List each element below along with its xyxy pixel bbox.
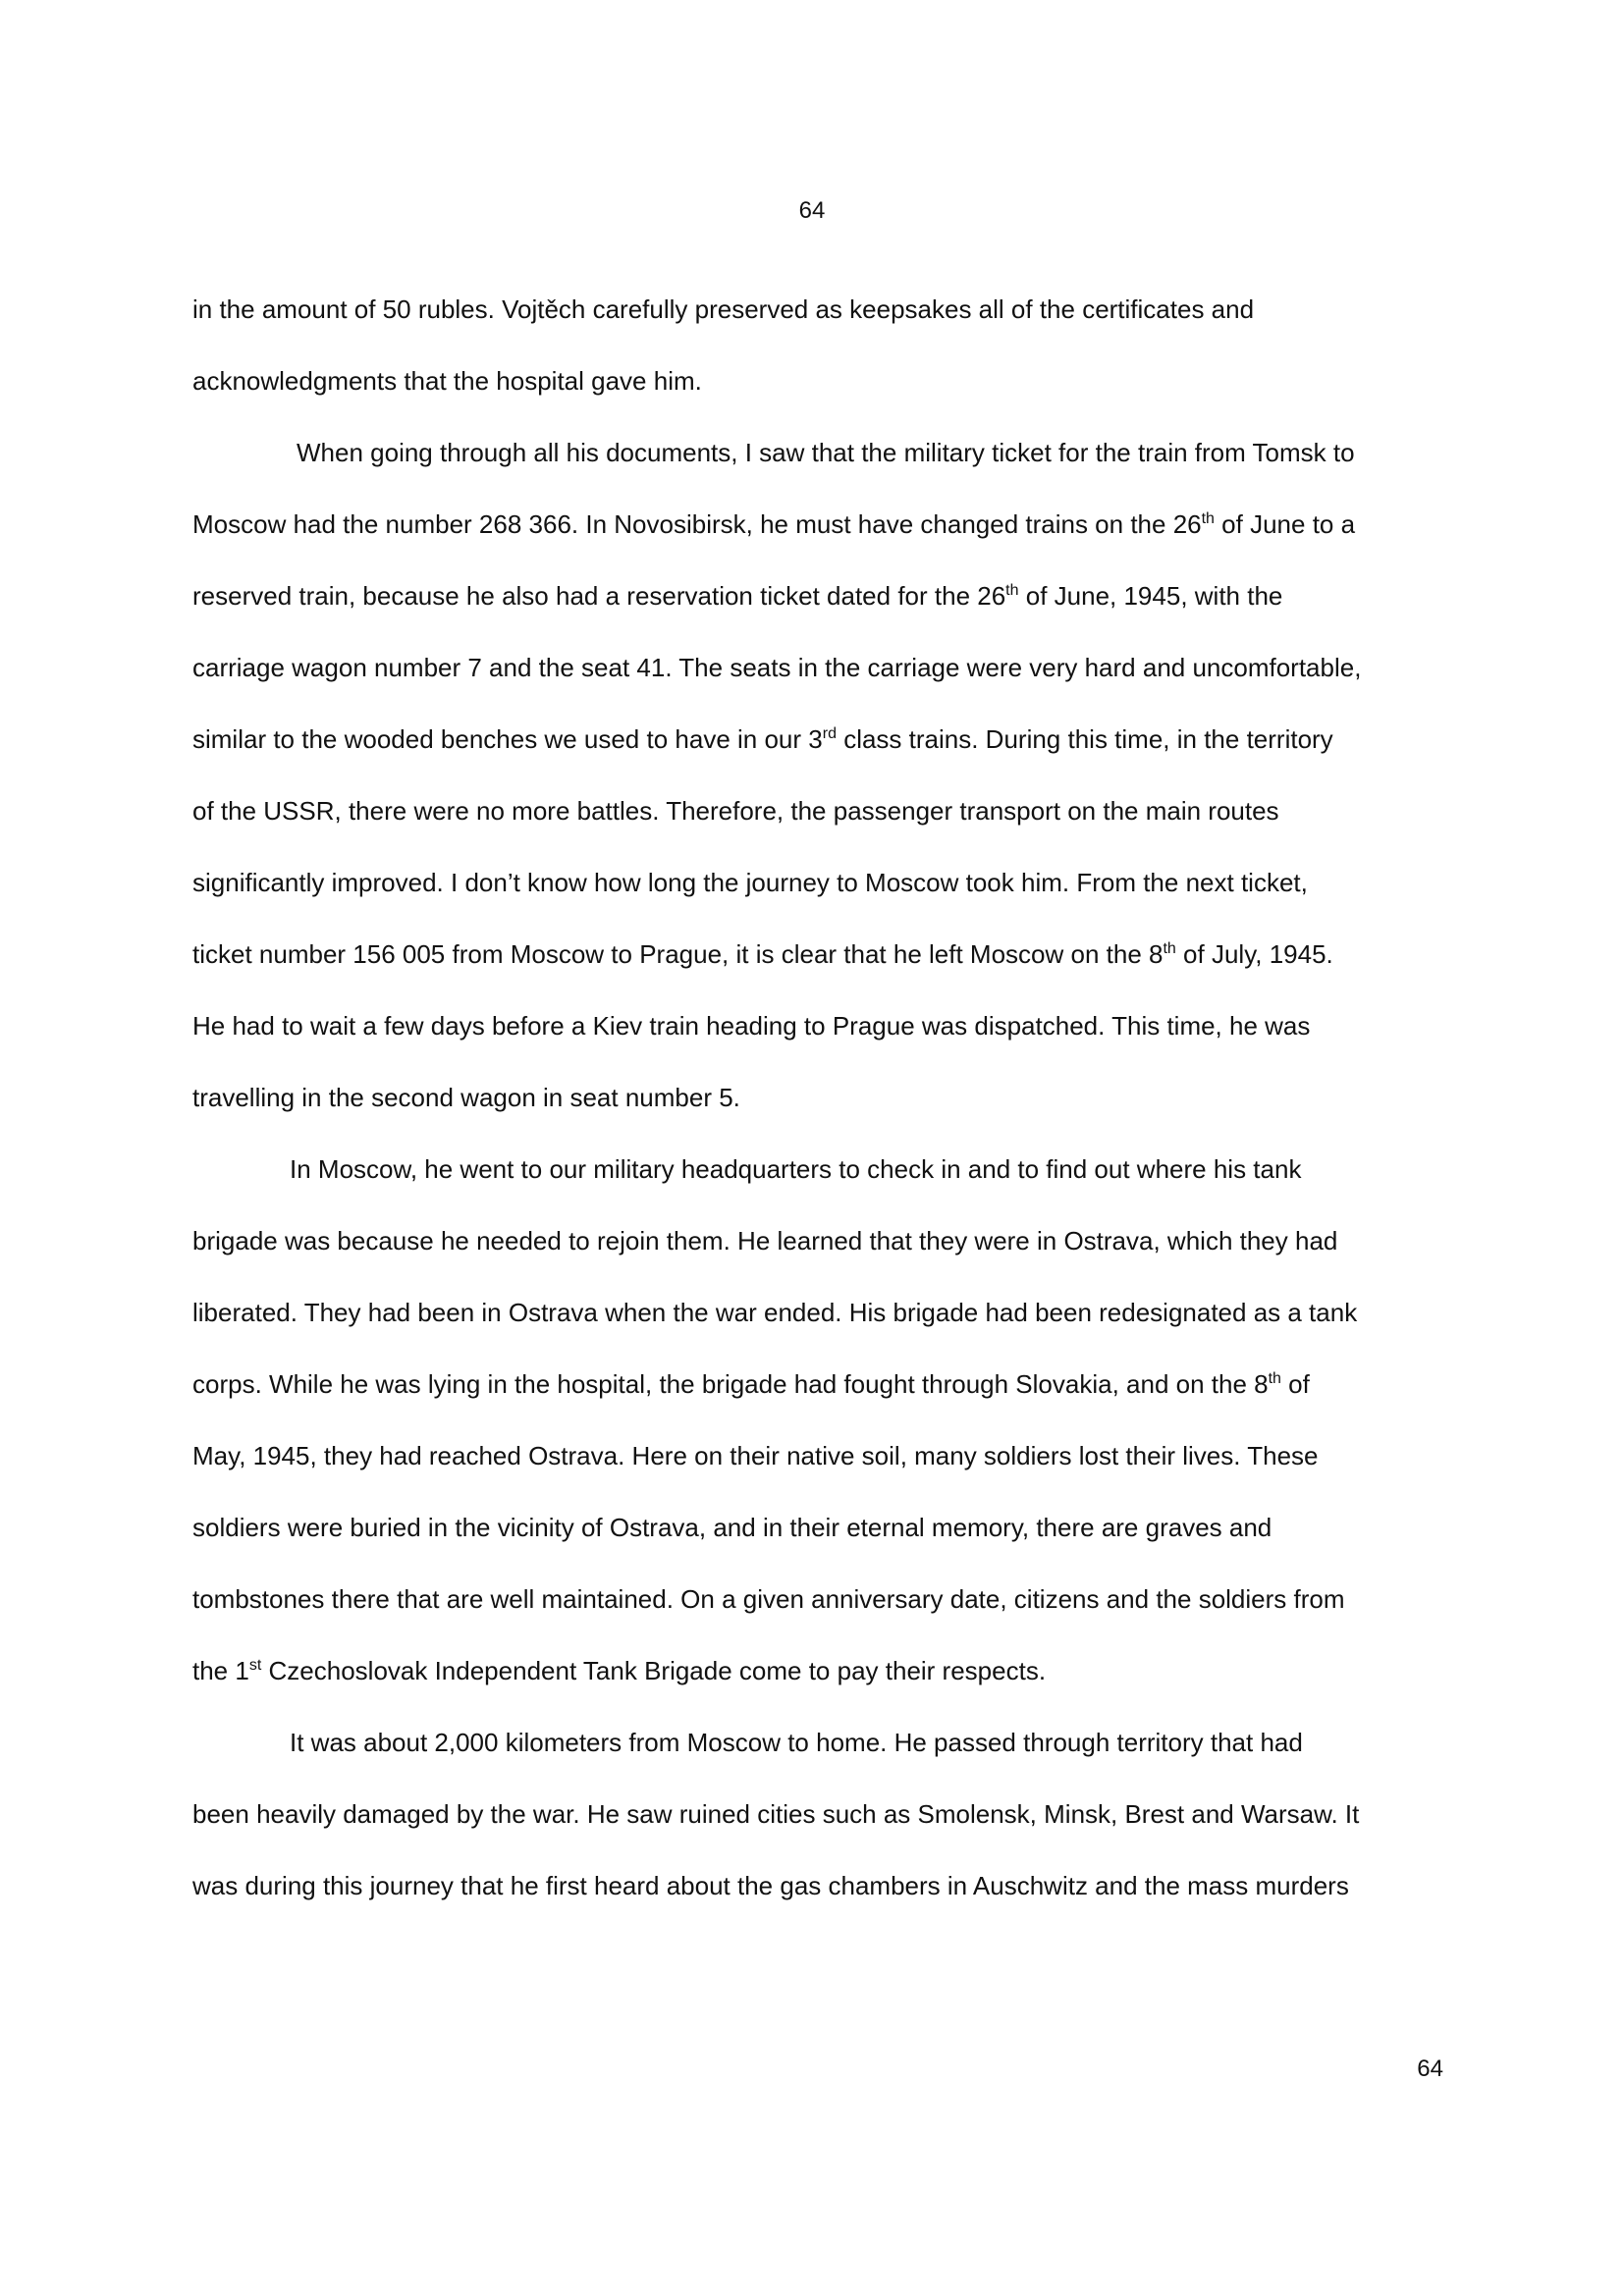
text-line: reserved train, because he also had a reservation ticket dated for the 26th of June, 1945, with the <box>192 581 1283 611</box>
text-line: Moscow had the number 268 366. In Novosibirsk, he must have changed trains on the 26th of June to a <box>192 509 1356 539</box>
ordinal-suffix: th <box>1163 940 1176 957</box>
text-line: was during this journey that he first heard about the gas chambers in Auschwitz and the mass murders <box>192 1871 1349 1900</box>
text-line: corps. While he was lying in the hospital, the brigade had fought through Slovakia, and on the 8th of <box>192 1369 1310 1399</box>
text-line: significantly improved. I don’t know how long the journey to Moscow took him. From the next ticket, <box>192 868 1308 897</box>
text-line: been heavily damaged by the war. He saw ruined cities such as Smolensk, Minsk, Brest and Warsaw. It <box>192 1799 1360 1829</box>
page-number-header: 64 <box>798 197 826 224</box>
text-line: acknowledgments that the hospital gave him. <box>192 366 702 396</box>
ordinal-suffix: th <box>1005 582 1019 599</box>
text-line: liberated. They had been in Ostrava when the war ended. His brigade had been redesignated as a tank <box>192 1298 1358 1327</box>
paragraph-start-line: When going through all his documents, I saw that the military ticket for the train from Tomsk to <box>297 438 1355 467</box>
text-line: carriage wagon number 7 and the seat 41. The seats in the carriage were very hard and uncomfortable, <box>192 653 1362 682</box>
ordinal-suffix: th <box>1201 510 1215 527</box>
ordinal-suffix: st <box>248 1657 262 1674</box>
text-line: of the USSR, there were no more battles. Therefore, the passenger transport on the main routes <box>192 796 1279 826</box>
text-line: travelling in the second wagon in seat number 5. <box>192 1083 740 1112</box>
text-line: the 1st Czechoslovak Independent Tank Brigade come to pay their respects. <box>192 1656 1047 1685</box>
paragraph-start-line: In Moscow, he went to our military headquarters to check in and to find out where his tank <box>290 1154 1302 1184</box>
text-line: in the amount of 50 rubles. Vojtěch carefully preserved as keepsakes all of the certificates and <box>192 294 1255 324</box>
ordinal-suffix: rd <box>822 725 837 742</box>
text-line: tombstones there that are well maintained. On a given anniversary date, citizens and the soldiers from <box>192 1584 1345 1614</box>
text-line: similar to the wooded benches we used to have in our 3rd class trains. During this time, in the territory <box>192 724 1333 754</box>
text-line: ticket number 156 005 from Moscow to Prague, it is clear that he left Moscow on the 8th of July, 1945. <box>192 939 1333 969</box>
page-number-footer: 64 <box>1417 2056 1443 2082</box>
ordinal-suffix: th <box>1268 1370 1281 1387</box>
text-line: brigade was because he needed to rejoin them. He learned that they were in Ostrava, which they had <box>192 1226 1338 1255</box>
text-line: soldiers were buried in the vicinity of Ostrava, and in their eternal memory, there are graves and <box>192 1513 1272 1542</box>
text-line: He had to wait a few days before a Kiev train heading to Prague was dispatched. This time, he was <box>192 1011 1311 1041</box>
paragraph-start-line: It was about 2,000 kilometers from Moscow to home. He passed through territory that had <box>290 1728 1303 1757</box>
text-line: May, 1945, they had reached Ostrava. Here on their native soil, many soldiers lost their lives. These <box>192 1441 1319 1470</box>
